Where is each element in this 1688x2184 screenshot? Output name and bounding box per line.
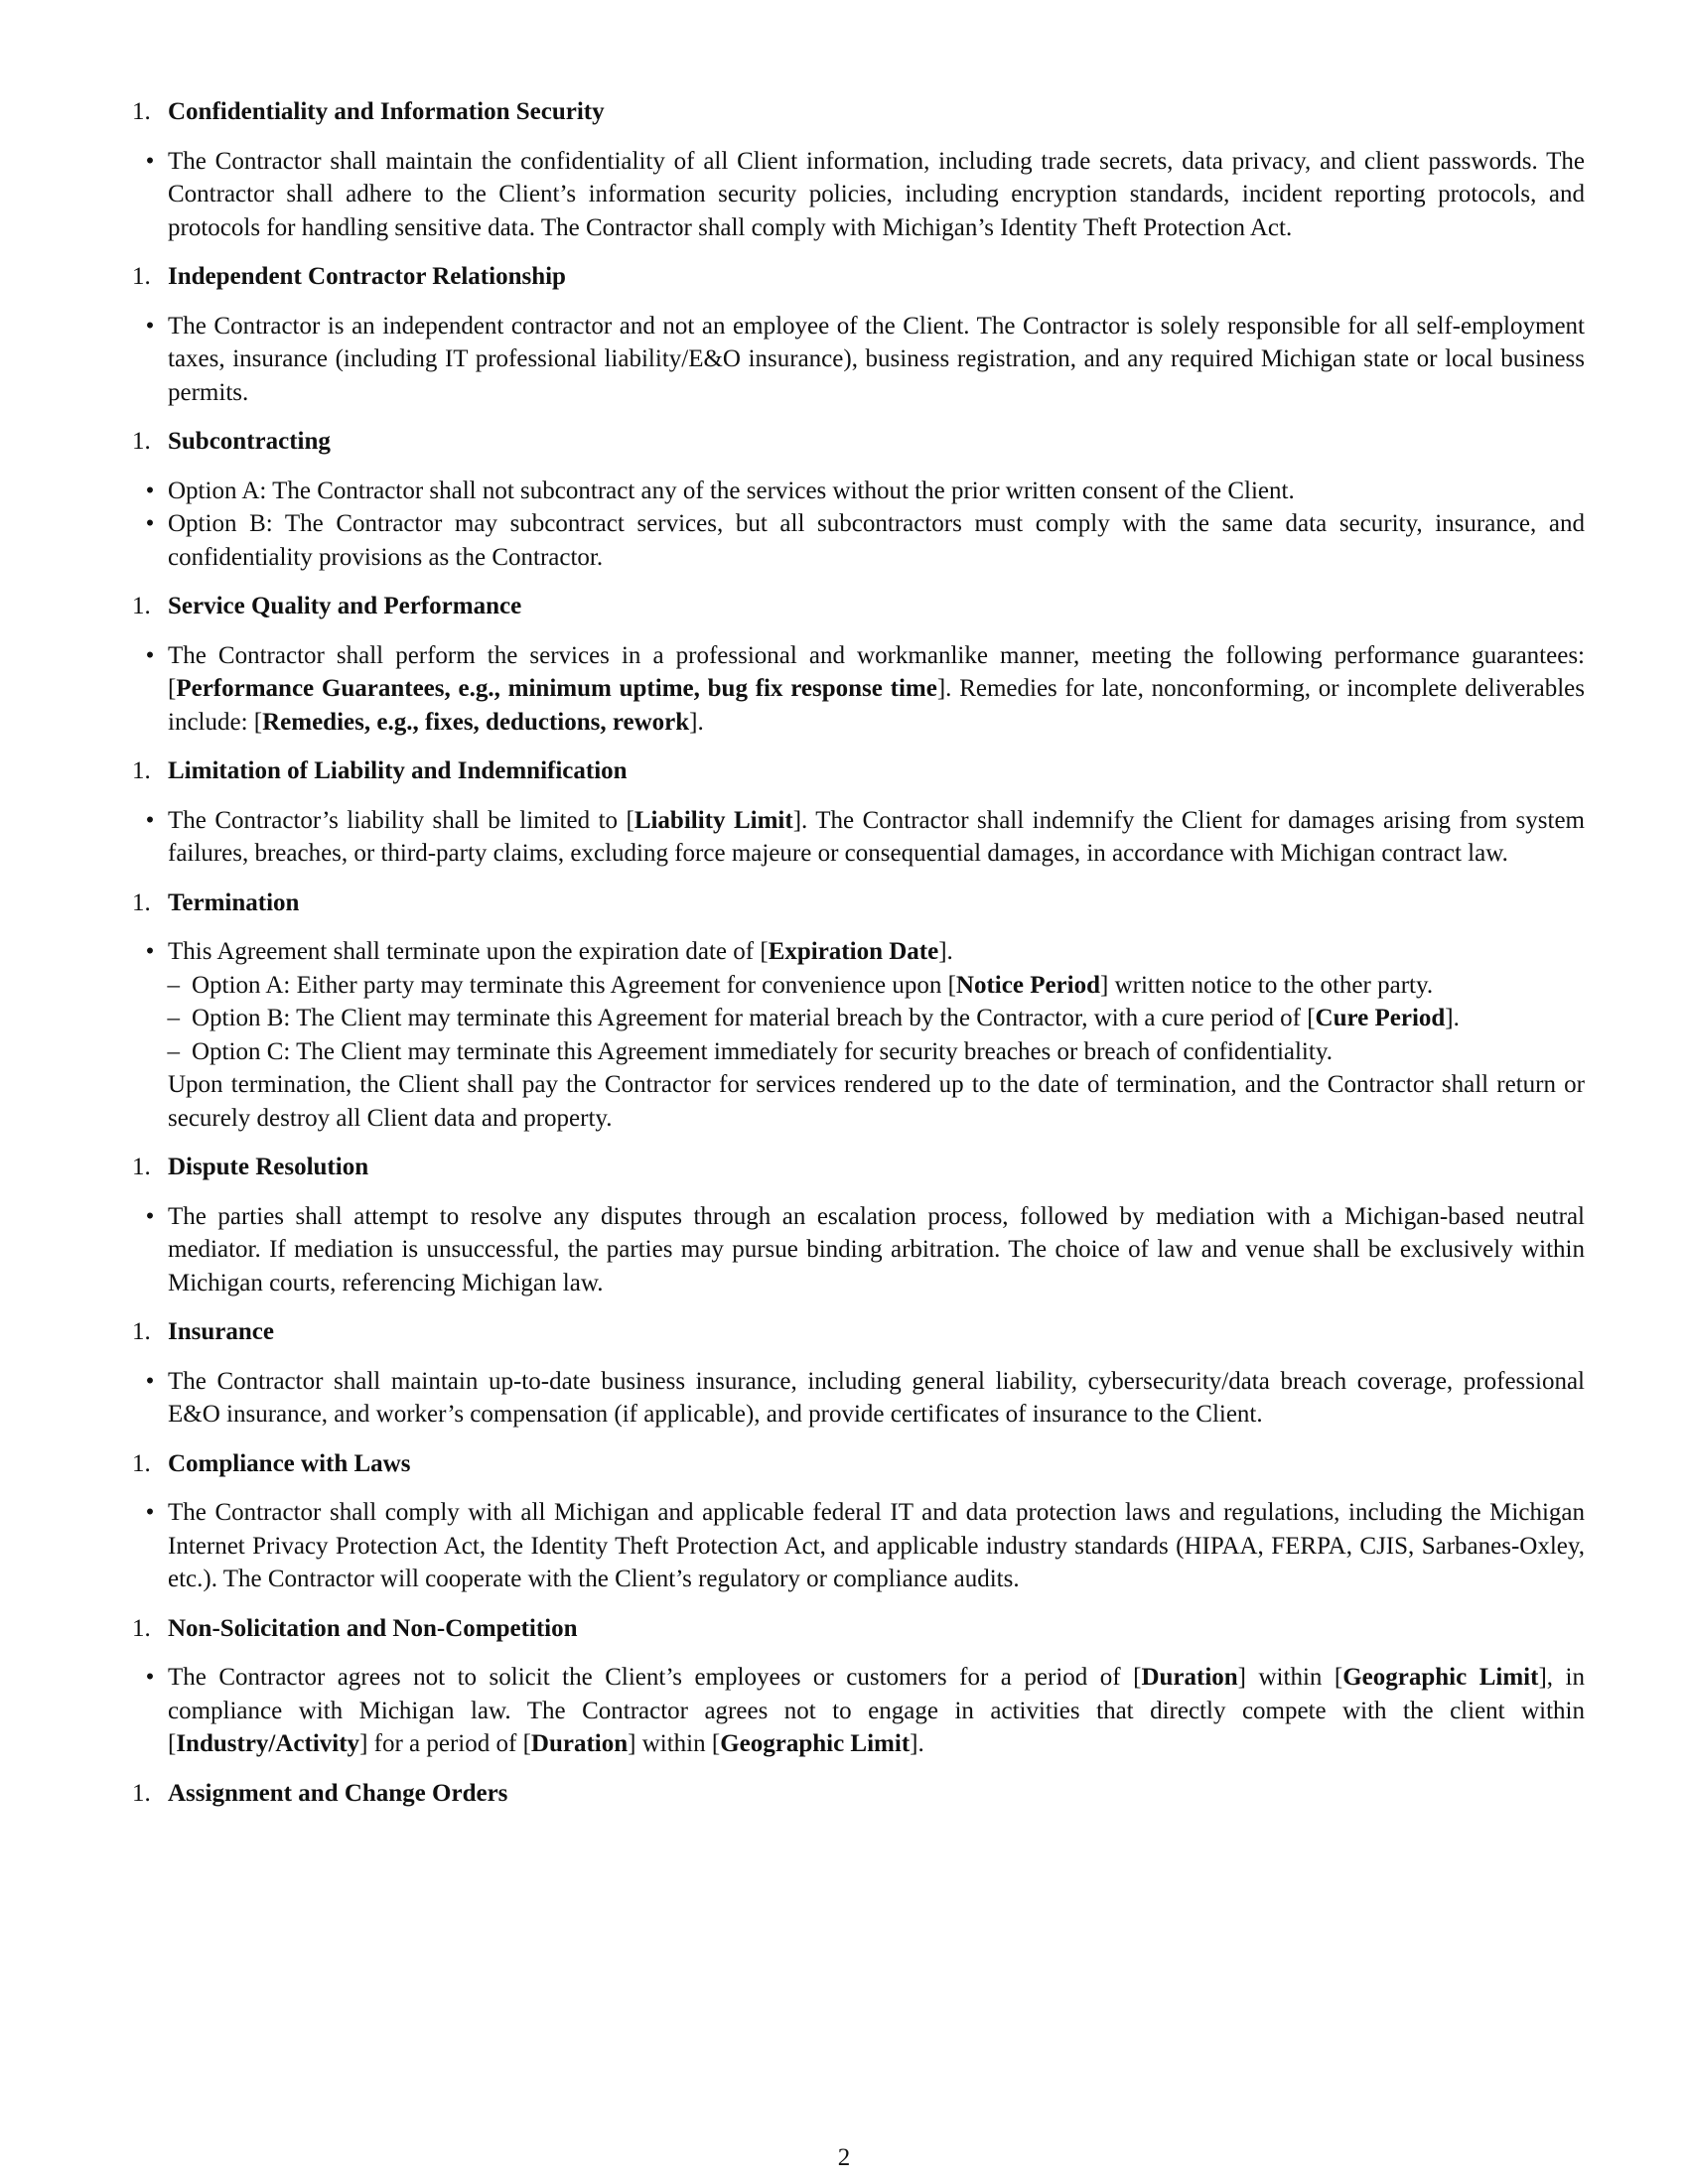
- text-run: ].: [938, 938, 953, 965]
- bullet-item: [132, 639, 1585, 740]
- text-run: This Agreement shall terminate upon the expiration date of [: [168, 938, 769, 965]
- section-title: Non-Solicitation and Non-Competition: [168, 1614, 578, 1642]
- sub-item-option-b: [132, 1002, 1585, 1035]
- bullet-icon: •: [145, 1664, 155, 1691]
- section-heading-compliance: [132, 1447, 1585, 1481]
- text-run: ] within [: [1237, 1664, 1343, 1691]
- bullet-icon: •: [145, 477, 155, 504]
- section-body: [132, 1365, 1585, 1432]
- section-number: 1.: [132, 1614, 151, 1642]
- sub-item-option-a: [132, 969, 1585, 1003]
- placeholder-geographic-limit: Geographic Limit: [720, 1730, 911, 1757]
- placeholder-performance-guarantees: Performance Guarantees, e.g., minimum uptime, bug fix response time: [176, 675, 937, 702]
- bullet-item: [132, 804, 1585, 871]
- section-body: [132, 145, 1585, 245]
- bullet-icon: •: [145, 806, 155, 834]
- section-title: Independent Contractor Relationship: [168, 263, 566, 290]
- dash-icon: –: [167, 1005, 180, 1031]
- section-number: 1.: [132, 593, 151, 619]
- section-heading-insurance: [132, 1315, 1585, 1349]
- bullet-icon: •: [145, 147, 155, 175]
- section-title: Limitation of Liability and Indemnification: [168, 757, 628, 784]
- section-heading-termination: [132, 887, 1585, 920]
- section-body: [132, 1496, 1585, 1596]
- placeholder-duration: Duration: [1141, 1664, 1238, 1691]
- bullet-item: [132, 145, 1585, 245]
- bullet-item: [132, 310, 1585, 410]
- section-heading-liability: [132, 754, 1585, 788]
- section-body: [132, 935, 1585, 1135]
- bullet-text: The Contractor shall comply with all Michigan and applicable federal IT and data protection laws and regulations, including the Michigan Internet Privacy Protection Act, the Identity Theft Protection Act, and applicable industry standards (HIPAA, FERPA, CJIS, Sarbanes-Oxley, etc.). The Contractor will cooperate with the Client’s regulatory or compliance audits.: [168, 1499, 1585, 1592]
- section-title: Dispute Resolution: [168, 1154, 369, 1180]
- text-run: ].: [689, 708, 704, 736]
- bullet-icon: •: [145, 1367, 155, 1395]
- termination-continuation-text: Upon termination, the Client shall pay the Contractor for services rendered up to the date of termination, and the Contractor shall return or securely destroy all Client data and property.: [168, 1071, 1585, 1132]
- bullet-item: [132, 1365, 1585, 1432]
- section-heading-subcontracting: [132, 425, 1585, 459]
- sub-item-text: Option C: The Client may terminate this Agreement immediately for security breaches or breach of confidentiality.: [192, 1037, 1333, 1065]
- bullet-icon: •: [145, 510, 155, 537]
- bullet-text: Option A: The Contractor shall not subcontract any of the services without the prior written consent of the Client.: [168, 477, 1295, 504]
- section-title: Confidentiality and Information Security: [168, 98, 605, 125]
- section-number: 1.: [132, 263, 151, 290]
- placeholder-notice-period: Notice Period: [955, 971, 1101, 999]
- placeholder-duration: Duration: [530, 1730, 629, 1757]
- bullet-item: [132, 1496, 1585, 1596]
- bullet-text: [168, 639, 1585, 740]
- bullet-text: [168, 1661, 1585, 1761]
- sub-item-text: [192, 1002, 1585, 1035]
- section-number: 1.: [132, 428, 151, 455]
- bullet-text: The Contractor is an independent contractor and not an employee of the Client. The Contractor is solely responsible for all self-employment taxes, insurance (including IT professional liability/E&O insurance), business registration, and any required Michigan state or local business permits.: [168, 312, 1585, 406]
- section-title: Termination: [168, 888, 300, 916]
- bullet-item: [132, 1661, 1585, 1761]
- bullet-icon: •: [145, 1499, 155, 1526]
- bullet-text: The Contractor shall maintain the confidentiality of all Client information, including trade secrets, data privacy, and client passwords. The Contractor shall adhere to the Client’s information security policies, including encryption standards, incident reporting protocols, and protocols for handling sensitive data. The Contractor shall comply with Michigan’s Identity Theft Protection Act.: [168, 147, 1585, 241]
- section-title: Compliance with Laws: [168, 1449, 411, 1477]
- text-run: The Contractor agrees not to solicit the Client’s employees or customers for a period of [: [168, 1664, 1142, 1691]
- section-number: 1.: [132, 1154, 151, 1180]
- section-title: Subcontracting: [168, 428, 331, 455]
- section-body: [132, 1661, 1585, 1761]
- page-number: 2: [837, 2144, 851, 2171]
- section-heading-assignment: [132, 1777, 1585, 1811]
- bullet-text: Option B: The Contractor may subcontract services, but all subcontractors must comply with the same data security, insurance, and confidentiality provisions as the Contractor.: [168, 510, 1585, 571]
- section-body: [132, 310, 1585, 410]
- section-number: 1.: [132, 757, 151, 784]
- bullet-icon: •: [145, 938, 155, 965]
- section-body: [132, 639, 1585, 740]
- sub-item-option-c: [132, 1035, 1585, 1069]
- section-number: 1.: [132, 1779, 151, 1807]
- text-run: ].: [910, 1730, 924, 1757]
- bullet-icon: •: [145, 641, 155, 669]
- placeholder-expiration-date: Expiration Date: [768, 938, 939, 965]
- text-run: Option A: Either party may terminate this Agreement for convenience upon [: [192, 971, 956, 999]
- section-title: Insurance: [168, 1318, 274, 1345]
- placeholder-industry-activity: Industry/Activity: [176, 1730, 360, 1757]
- bullet-text: The parties shall attempt to resolve any disputes through an escalation process, followed by mediation with a Michigan-based neutral mediator. If mediation is unsuccessful, the parties may pursue binding arbitration. The choice of law and venue shall be exclusively within Michigan courts, referencing Michigan law.: [168, 1202, 1585, 1297]
- placeholder-liability-limit: Liability Limit: [633, 806, 793, 834]
- text-run: ] within [: [628, 1730, 721, 1757]
- bullet-icon: •: [145, 312, 155, 340]
- section-title: Service Quality and Performance: [168, 593, 522, 619]
- placeholder-geographic-limit: Geographic Limit: [1342, 1664, 1539, 1691]
- section-number: 1.: [132, 1318, 151, 1345]
- bullet-text: [168, 935, 1585, 969]
- section-heading-service-quality: [132, 590, 1585, 623]
- bullet-text: [168, 804, 1585, 871]
- bullet-item: [132, 935, 1585, 969]
- text-run: ] written notice to the other party.: [1100, 971, 1434, 999]
- text-run: ].: [1445, 1005, 1460, 1031]
- text-run: The Contractor shall perform the services in a professional and workmanlike manner, meeting the following performance guarantees: [: [168, 641, 1585, 702]
- section-number: 1.: [132, 1449, 151, 1477]
- section-heading-independent-contractor: [132, 260, 1585, 294]
- section-body: [132, 475, 1585, 575]
- section-body: [132, 1200, 1585, 1300]
- bullet-text: The Contractor shall maintain up-to-date business insurance, including general liability, cybersecurity/data breach coverage, professional E&O insurance, and worker’s compensation (if applicable), and provide certificates of insurance to the Client.: [168, 1367, 1585, 1428]
- placeholder-remedies: Remedies, e.g., fixes, deductions, rework: [262, 708, 690, 736]
- section-heading-confidentiality: [132, 95, 1585, 129]
- section-heading-dispute-resolution: [132, 1151, 1585, 1184]
- text-run: ]. The Contractor shall indemnify the Client for damages arising from system failures, breaches, or third-party claims, excluding force majeure or consequential damages, in accordance with Michigan contract law.: [168, 806, 1586, 867]
- bullet-item: [132, 475, 1585, 508]
- text-run: Option B: The Client may terminate this Agreement for material breach by the Contractor, with a cure period of [: [192, 1005, 1316, 1031]
- placeholder-cure-period: Cure Period: [1315, 1005, 1446, 1031]
- section-body: [132, 804, 1585, 871]
- text-run: ], in compliance with Michigan law. The Contractor agrees not to engage in activities that directly compete with the client within [: [168, 1664, 1585, 1757]
- sub-item-text: [192, 969, 1585, 1003]
- text-run: The Contractor’s liability shall be limited to [: [168, 806, 634, 834]
- section-heading-non-solicitation: [132, 1612, 1585, 1646]
- dash-icon: –: [167, 1037, 180, 1065]
- section-title: Assignment and Change Orders: [168, 1779, 508, 1807]
- section-number: 1.: [132, 98, 151, 125]
- bullet-item: [132, 1200, 1585, 1300]
- bullet-icon: •: [145, 1202, 155, 1230]
- dash-icon: –: [167, 971, 180, 999]
- section-number: 1.: [132, 888, 151, 916]
- bullet-item: [132, 507, 1585, 574]
- text-run: ] for a period of [: [359, 1730, 531, 1757]
- text-run: ]. Remedies for late, nonconforming, or incomplete deliverables include: [: [168, 675, 1585, 736]
